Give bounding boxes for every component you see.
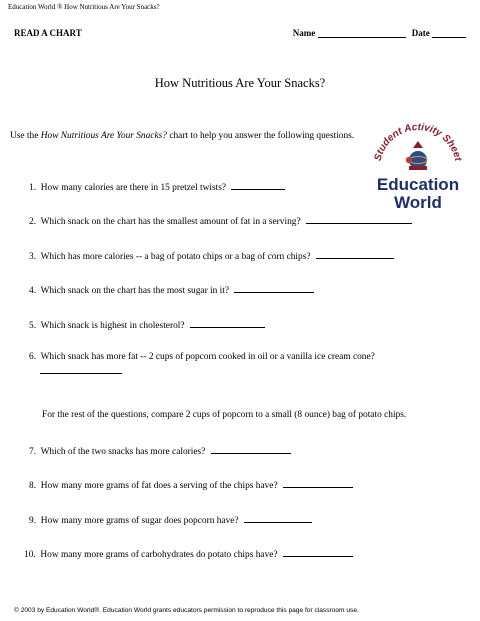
page-header-top: Education World ® How Nutritious Are Your Snacks? bbox=[8, 3, 160, 11]
logo-arc-text: Student Activity Sheet bbox=[372, 121, 464, 163]
question-2: 2. Which snack on the chart has the smallest amount of fat in a serving? bbox=[29, 214, 412, 227]
worksheet-type-label: READ A CHART bbox=[14, 28, 82, 38]
question-1: 1. How many calories are there in 15 pretzel twists? bbox=[29, 180, 285, 193]
name-date-fields bbox=[293, 28, 466, 38]
copyright-footer: © 2003 by Education World®. Education World grants educators permission to reproduce this page for classroom use. bbox=[14, 607, 359, 614]
name-line bbox=[318, 29, 406, 38]
name-label: Name bbox=[292, 28, 316, 38]
date-line bbox=[432, 29, 466, 38]
answer-line[interactable] bbox=[40, 364, 122, 374]
question-6-answer bbox=[40, 364, 122, 377]
intro-italic: How Nutritious Are Your Snacks? bbox=[40, 131, 167, 141]
question-5: 5. Which snack is highest in cholesterol? bbox=[29, 318, 265, 331]
page-title: How Nutritious Are Your Snacks? bbox=[154, 76, 326, 90]
date-label: Date bbox=[411, 28, 430, 38]
globe-icon bbox=[406, 141, 427, 170]
answer-line[interactable] bbox=[190, 318, 265, 328]
intro-suffix: chart to help you answer the following questions. bbox=[166, 131, 355, 141]
logo-line1: Education bbox=[376, 175, 460, 194]
answer-line[interactable] bbox=[283, 547, 353, 557]
answer-line[interactable] bbox=[211, 444, 291, 454]
instruction-note: For the rest of the questions, compare 2 cups of popcorn to a small (8 ounce) bag of potato chips. bbox=[42, 410, 407, 420]
answer-line[interactable] bbox=[244, 513, 312, 523]
question-6: 6. Which snack has more fat -- 2 cups of popcorn cooked in oil or a vanilla ice cream cone? bbox=[29, 352, 375, 362]
intro-prefix: Use the bbox=[10, 131, 41, 141]
logo-line2: World bbox=[394, 193, 442, 212]
intro-text bbox=[10, 129, 360, 143]
answer-line[interactable] bbox=[316, 249, 394, 259]
question-9: 9. How many more grams of sugar does popcorn have? bbox=[29, 513, 312, 526]
question-10: 10. How many more grams of carbohydrates do potato chips have? bbox=[24, 547, 353, 560]
answer-line[interactable] bbox=[283, 478, 353, 488]
answer-line[interactable] bbox=[234, 283, 314, 293]
question-7: 7. Which of the two snacks has more calories? bbox=[29, 444, 291, 457]
answer-line[interactable] bbox=[306, 214, 412, 224]
question-3: 3. Which has more calories -- a bag of potato chips or a bag of corn chips? bbox=[29, 249, 394, 262]
question-4: 4. Which snack on the chart has the most sugar in it? bbox=[29, 283, 314, 296]
question-8: 8. How many more grams of fat does a serving of the chips have? bbox=[29, 478, 353, 491]
answer-line[interactable] bbox=[231, 180, 285, 190]
